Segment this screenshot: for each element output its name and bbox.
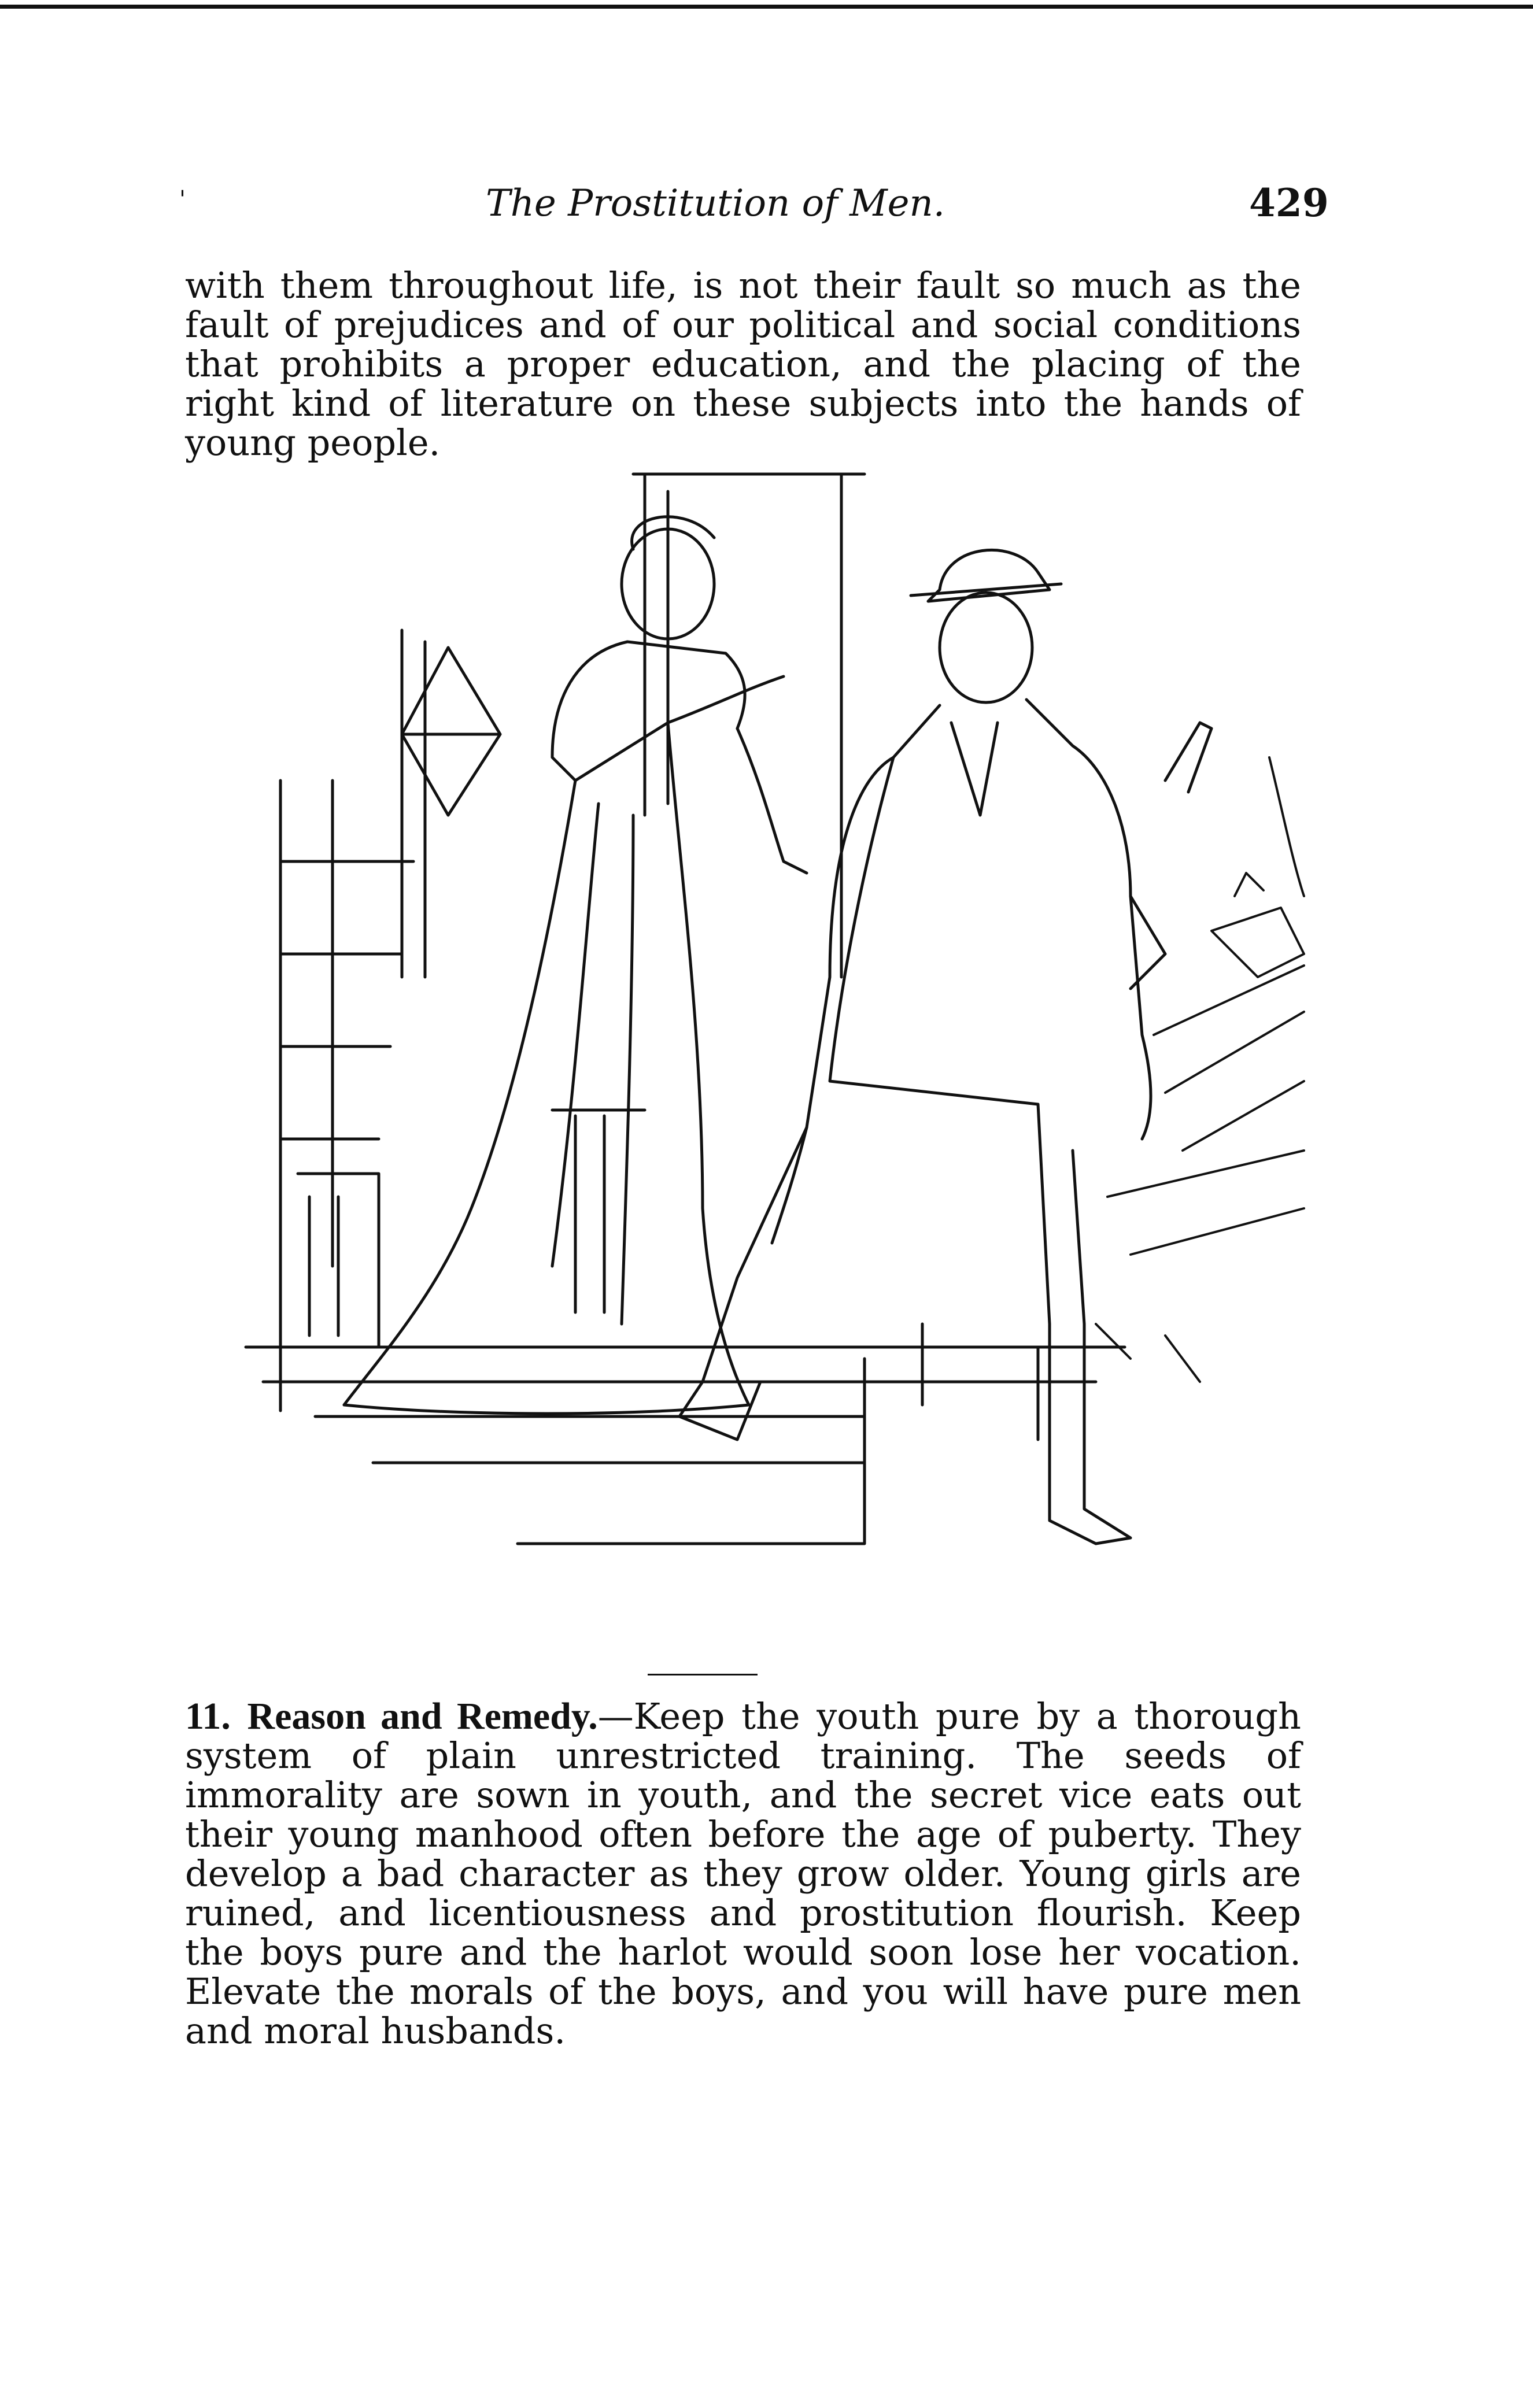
page-number: 429 <box>1249 180 1329 225</box>
man-figure <box>679 550 1211 1544</box>
section-number: 11. <box>185 1695 231 1737</box>
engraving-illustration <box>228 457 1310 1671</box>
section-body: —Keep the youth pure by a thorough system of plain unrestricted training. The seeds of immorality are sown in youth, and the secret vice eats out their young manhood often before the age of puberty. They develop a bad character as they grow older. Young girls are ruined, and licentiousness and prostitution flourish. Keep the boys pure and the harlot would soon lose her vocation. Elevate the morals of the boys, and you will have pure men and moral husbands. <box>185 1695 1301 2052</box>
running-head: The Prostitution of Men. <box>486 182 945 225</box>
paragraph-continued: with them throughout life, is not their fault so much as the fault of prejudices and of our political and social conditions that prohibits a proper education, and the placing of the right kind of literature on these subjects into the hands of young people. <box>185 264 1301 464</box>
top-border-rule <box>0 5 1533 9</box>
section-title: Reason and Remedy. <box>247 1695 598 1737</box>
section-divider <box>648 1674 758 1675</box>
paragraph-reason-and-remedy <box>185 1697 1301 2051</box>
stray-mark: ' <box>179 186 186 213</box>
